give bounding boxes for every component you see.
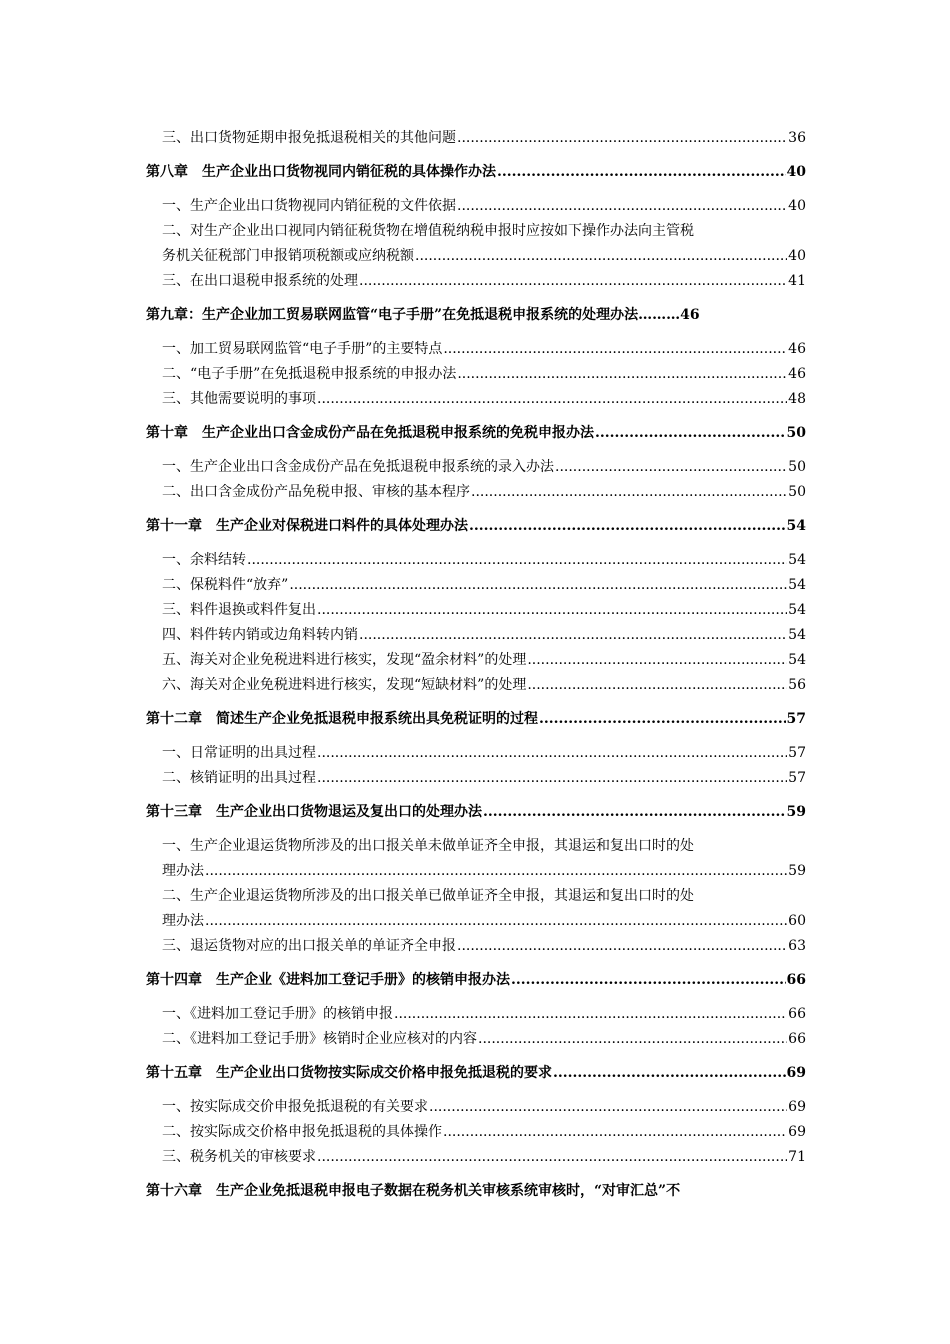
toc-entry-title: 一、生产企业出口货物视同内销征税的文件依据 <box>162 198 456 214</box>
toc-entry[interactable] <box>146 1095 806 1120</box>
toc-chapter-page: 66 <box>786 972 806 988</box>
toc-chapter-title: 第十一章 生产企业对保税进口料件的具体处理办法 <box>146 518 468 534</box>
dot-leader <box>457 126 787 151</box>
toc-entry[interactable] <box>146 480 806 505</box>
toc-entry-title: 六、海关对企业免税进料进行核实，发现“短缺材料”的处理 <box>162 677 527 693</box>
toc-entry-multiline[interactable] <box>146 884 806 934</box>
toc-entry[interactable] <box>146 673 806 698</box>
toc-chapter-page: 69 <box>786 1065 806 1081</box>
toc-entry[interactable] <box>146 548 806 573</box>
toc-chapter-page: 54 <box>786 518 806 534</box>
dot-leader <box>443 1120 787 1145</box>
dot-leader <box>539 707 786 732</box>
dot-leader <box>443 337 787 362</box>
toc-chapter[interactable] <box>146 514 806 539</box>
toc-entry-title: 一、加工贸易联网监管“电子手册”的主要特点 <box>162 341 443 357</box>
toc-entry[interactable] <box>146 269 806 294</box>
toc-entry-page: 60 <box>788 913 806 929</box>
toc-entry[interactable] <box>146 573 806 598</box>
toc-entry[interactable] <box>146 1002 806 1027</box>
toc-chapter[interactable] <box>146 707 806 732</box>
dot-leader <box>317 741 787 766</box>
toc-entry[interactable] <box>146 741 806 766</box>
toc-entry-page: 36 <box>788 130 806 146</box>
toc-entry-page: 69 <box>788 1099 806 1115</box>
table-of-contents <box>146 126 806 1204</box>
toc-entry-title: 三、出口货物延期申报免抵退税相关的其他问题 <box>162 130 456 146</box>
dot-leader <box>415 244 787 269</box>
toc-entry[interactable] <box>146 362 806 387</box>
toc-entry-page: 56 <box>788 677 806 693</box>
dot-leader <box>469 514 786 539</box>
dot-leader <box>317 1145 787 1170</box>
dot-leader <box>289 573 787 598</box>
toc-entry-title-line1: 二、生产企业退运货物所涉及的出口报关单已做单证齐全申报，其退运和复出口时的处 <box>162 888 694 904</box>
toc-chapter[interactable] <box>146 1061 806 1086</box>
dot-leader <box>527 673 787 698</box>
dot-leader <box>205 909 787 934</box>
toc-entry[interactable] <box>146 387 806 412</box>
dot-leader <box>478 1027 787 1052</box>
toc-entry-title: 二、保税料件“放弃” <box>162 577 289 593</box>
toc-entry-page: 46 <box>788 341 806 357</box>
toc-chapter-title: 第十五章 生产企业出口货物按实际成交价格申报免抵退税的要求 <box>146 1065 552 1081</box>
toc-entry-page: 57 <box>788 770 806 786</box>
toc-entry-page: 54 <box>788 552 806 568</box>
dot-leader <box>429 1095 787 1120</box>
toc-entry-title-line1: 一、生产企业退运货物所涉及的出口报关单未做单证齐全申报，其退运和复出口时的处 <box>162 838 694 854</box>
toc-entry-page: 41 <box>788 273 806 289</box>
toc-entry-title: 三、其他需要说明的事项 <box>162 391 316 407</box>
dot-leader <box>359 269 787 294</box>
toc-entry[interactable] <box>146 1145 806 1170</box>
toc-entry-title: 一、《进料加工登记手册》的核销申报 <box>162 1006 393 1022</box>
dot-leader <box>553 1061 786 1086</box>
toc-entry-title: 一、日常证明的出具过程 <box>162 745 316 761</box>
toc-entry-title: 一、按实际成交价申报免抵退税的有关要求 <box>162 1099 428 1115</box>
dot-leader <box>457 362 787 387</box>
toc-entry[interactable] <box>146 194 806 219</box>
toc-entry-title: 一、生产企业出口含金成份产品在免抵退税申报系统的录入办法 <box>162 459 554 475</box>
toc-chapter-title: 第十六章 生产企业免抵退税申报电子数据在税务机关审核系统审核时，“对审汇总”不 <box>146 1183 681 1199</box>
toc-entry-page: 63 <box>788 938 806 954</box>
toc-entry[interactable] <box>146 623 806 648</box>
toc-chapter-title: 第九章：生产企业加工贸易联网监管“电子手册”在免抵退税申报系统的处理办法……… <box>146 307 681 323</box>
toc-entry-title: 五、海关对企业免税进料进行核实，发现“盈余材料”的处理 <box>162 652 527 668</box>
toc-chapter[interactable] <box>146 421 806 446</box>
dot-leader <box>527 648 787 673</box>
toc-entry[interactable] <box>146 934 806 959</box>
toc-entry[interactable] <box>146 455 806 480</box>
toc-entry-title: 一、余料结转 <box>162 552 246 568</box>
toc-entry-page: 40 <box>788 198 806 214</box>
toc-entry-page: 66 <box>788 1006 806 1022</box>
toc-entry-page: 48 <box>788 391 806 407</box>
toc-entry-title: 四、料件转内销或边角料转内销 <box>162 627 358 643</box>
toc-entry-line2 <box>162 909 806 934</box>
dot-leader <box>457 194 787 219</box>
toc-entry-title-line1: 二、对生产企业出口视同内销征税货物在增值税纳税申报时应按如下操作办法向主管税 <box>162 223 694 239</box>
toc-entry[interactable] <box>146 126 806 151</box>
toc-entry-title-line2: 理办法 <box>162 913 204 929</box>
dot-leader <box>247 548 787 573</box>
toc-chapter-title: 第十四章 生产企业《进料加工登记手册》的核销申报办法 <box>146 972 510 988</box>
toc-chapter[interactable] <box>146 968 806 993</box>
toc-entry-line2 <box>162 859 806 884</box>
toc-entry-page: 54 <box>788 627 806 643</box>
toc-entry-multiline[interactable] <box>146 219 806 269</box>
toc-entry-page: 57 <box>788 745 806 761</box>
dot-leader <box>317 387 787 412</box>
toc-chapter[interactable] <box>146 303 806 328</box>
toc-entry-page: 66 <box>788 1031 806 1047</box>
toc-chapter-title: 第十三章 生产企业出口货物退运及复出口的处理办法 <box>146 804 482 820</box>
dot-leader <box>457 934 787 959</box>
dot-leader <box>483 800 786 825</box>
toc-entry-line2 <box>162 244 806 269</box>
toc-entry[interactable] <box>146 648 806 673</box>
toc-entry-title: 三、税务机关的审核要求 <box>162 1149 316 1165</box>
toc-entry[interactable] <box>146 766 806 791</box>
toc-entry-title-line2: 理办法 <box>162 863 204 879</box>
toc-chapter-page: 59 <box>786 804 806 820</box>
toc-entry-title: 三、料件退换或料件复出 <box>162 602 316 618</box>
toc-entry[interactable] <box>146 598 806 623</box>
toc-entry-page: 40 <box>788 248 806 264</box>
toc-chapter-title: 第十章 生产企业出口含金成份产品在免抵退税申报系统的免税申报办法 <box>146 425 594 441</box>
toc-entry-page: 54 <box>788 602 806 618</box>
toc-chapter[interactable] <box>146 160 806 185</box>
toc-chapter-title: 第十二章 简述生产企业免抵退税申报系统出具免税证明的过程 <box>146 711 538 727</box>
toc-entry-page: 46 <box>788 366 806 382</box>
toc-entry-title: 二、出口含金成份产品免税申报、审核的基本程序 <box>162 484 470 500</box>
toc-entry-title-line2: 务机关征税部门申报销项税额或应纳税额 <box>162 248 414 264</box>
toc-entry-title: 三、在出口退税申报系统的处理 <box>162 273 358 289</box>
dot-leader <box>511 968 786 993</box>
dot-leader <box>317 598 787 623</box>
dot-leader <box>595 421 786 446</box>
toc-entry-page: 50 <box>788 459 806 475</box>
toc-entry-title: 二、《进料加工登记手册》核销时企业应核对的内容 <box>162 1031 477 1047</box>
dot-leader <box>317 766 787 791</box>
toc-chapter-page: 40 <box>786 164 806 180</box>
toc-chapter-title: 第八章 生产企业出口货物视同内销征税的具体操作办法 <box>146 164 496 180</box>
dot-leader <box>359 623 787 648</box>
dot-leader <box>497 160 786 185</box>
toc-entry[interactable] <box>146 1027 806 1052</box>
toc-entry-title: 二、按实际成交价格申报免抵退税的具体操作 <box>162 1124 442 1140</box>
toc-entry-page: 54 <box>788 577 806 593</box>
toc-entry-page: 59 <box>788 863 806 879</box>
toc-entry-page: 71 <box>788 1149 806 1165</box>
toc-chapter-page: 57 <box>786 711 806 727</box>
toc-chapter-partial[interactable] <box>146 1179 806 1204</box>
toc-chapter-page: 46 <box>680 307 700 323</box>
toc-chapter-page: 50 <box>786 425 806 441</box>
toc-entry-multiline[interactable] <box>146 834 806 884</box>
dot-leader <box>471 480 787 505</box>
toc-entry-title: 二、核销证明的出具过程 <box>162 770 316 786</box>
toc-entry[interactable] <box>146 337 806 362</box>
toc-entry[interactable] <box>146 1120 806 1145</box>
toc-entry-page: 50 <box>788 484 806 500</box>
toc-entry-page: 69 <box>788 1124 806 1140</box>
toc-entry-title: 二、“电子手册”在免抵退税申报系统的申报办法 <box>162 366 457 382</box>
toc-entry-title: 三、退运货物对应的出口报关单的单证齐全申报 <box>162 938 456 954</box>
toc-chapter[interactable] <box>146 800 806 825</box>
dot-leader <box>555 455 787 480</box>
dot-leader <box>205 859 787 884</box>
toc-entry-page: 54 <box>788 652 806 668</box>
dot-leader <box>394 1002 787 1027</box>
